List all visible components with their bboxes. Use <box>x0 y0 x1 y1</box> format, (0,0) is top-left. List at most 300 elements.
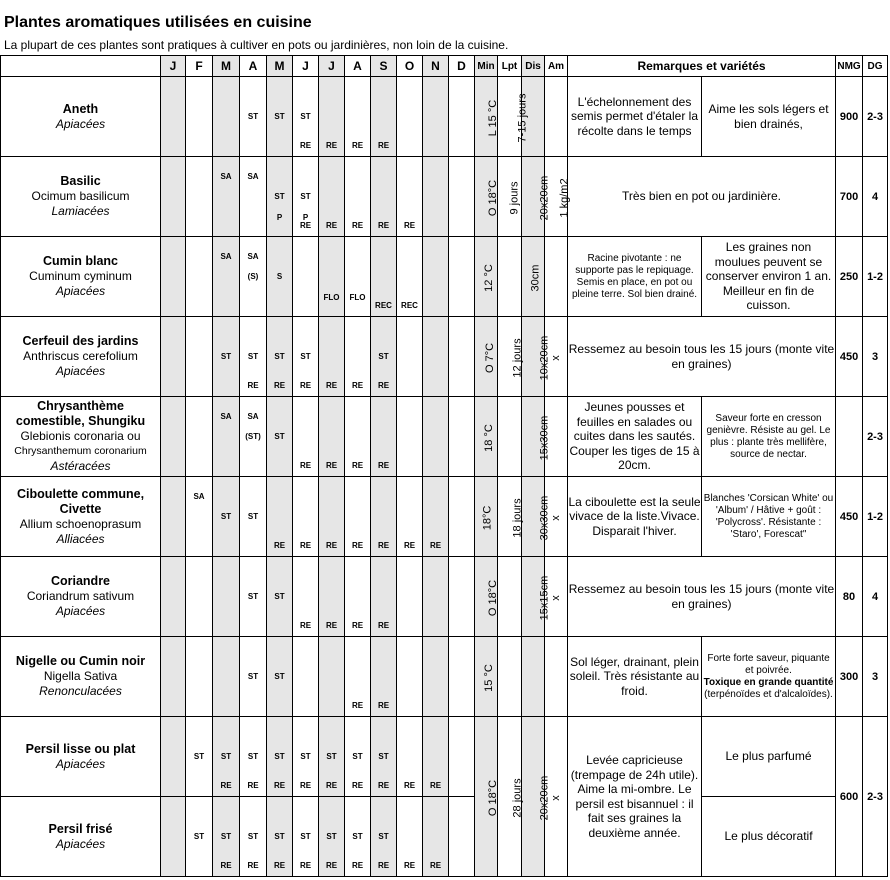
month-activity: RE <box>377 381 390 390</box>
month-cell-content <box>371 477 396 556</box>
header-lpt: Lpt <box>498 56 522 77</box>
germination-time-cell <box>498 157 522 237</box>
month-activity: ST <box>247 352 259 361</box>
plant-latin-name: Coriandrum sativum <box>26 589 135 603</box>
month-cell <box>293 637 319 717</box>
plant-cell <box>1 157 161 237</box>
month-activity: RE <box>299 381 312 390</box>
header-month-sep: S <box>371 56 397 77</box>
month-cell <box>240 237 267 317</box>
spacing: 10x20cm <box>538 335 551 380</box>
month-cell <box>161 477 186 557</box>
month-cell <box>161 397 186 477</box>
month-cell-content <box>213 797 239 876</box>
month-cell <box>293 557 319 637</box>
variety-cell: Le plus parfumé <box>702 717 836 797</box>
remark-cell: Racine pivotante : ne supporte pas le repiquage. Semis en place, en pot ou pleine terre. Sol bien drainé. <box>568 237 702 317</box>
month-activity: SA <box>220 412 232 421</box>
month-cell-content <box>186 557 212 636</box>
month-cell-content <box>345 477 370 556</box>
month-activity: RE <box>351 781 364 790</box>
month-cell-content <box>186 797 212 876</box>
month-cell <box>449 397 475 477</box>
month-activity: RE <box>429 781 442 790</box>
month-cell-content <box>345 557 370 636</box>
plant-name: Aneth <box>62 101 99 116</box>
month-cell-content <box>449 797 474 876</box>
plant-family: Apiacées <box>55 116 106 131</box>
remark-cell: La ciboulette est la seule vivace de la liste.Vivace. Disparait l'hiver. <box>568 477 702 557</box>
plant-cell <box>1 717 161 797</box>
month-activity: RE <box>351 141 364 150</box>
remark-cell: Sol léger, drainant, plein soleil. Très résistante au froid. <box>568 637 702 717</box>
amendment: 1 kg/m2 <box>558 177 571 218</box>
month-activity: RE <box>299 221 312 230</box>
plant-name: Cumin blanc <box>42 254 118 268</box>
table-body <box>1 77 888 877</box>
month-cell-content <box>371 317 396 396</box>
month-cell-content <box>319 397 344 476</box>
month-activity: ST <box>193 752 205 761</box>
month-cell-content <box>293 557 318 636</box>
nmg-cell: 700 <box>836 157 863 237</box>
month-activity: RE <box>299 461 312 470</box>
month-activity: RE <box>351 461 364 470</box>
month-cell <box>371 717 397 797</box>
month-cell-content <box>293 317 318 396</box>
month-cell-content <box>240 557 266 636</box>
spacing-cell <box>522 717 551 877</box>
month-cell <box>213 317 240 397</box>
table-row <box>1 717 888 797</box>
header-month-jun: J <box>293 56 319 77</box>
month-cell-content <box>240 157 266 236</box>
month-cell <box>186 477 213 557</box>
month-cell-content <box>213 557 239 636</box>
spacing: 20x20cm <box>538 775 551 820</box>
plant-latin-name: Anthriscus cerefolium <box>23 349 138 363</box>
variety-cell: Saveur forte en cresson genièvre. Résiste au gel. Le plus : plante très mellifère, source de nectar. <box>702 397 836 477</box>
min-temp-cell <box>475 237 498 317</box>
spacing: 20x20cm <box>538 175 551 220</box>
month-activity: RE <box>273 381 286 390</box>
variety-cell: Le plus décoratif <box>702 797 836 877</box>
spacing-cell <box>522 637 545 717</box>
month-cell <box>161 237 186 317</box>
spacing-cell <box>522 237 545 317</box>
remark-cell: Jeunes pousses et feuilles en salades ou cuites dans les sautés. Couper les tiges de 15 à 20cm. <box>568 397 702 477</box>
month-cell <box>345 317 371 397</box>
table-row <box>1 77 888 157</box>
month-activity: (S) <box>247 272 259 281</box>
month-activity: ST <box>352 832 363 841</box>
month-activity: RE <box>377 861 390 870</box>
month-cell <box>449 717 475 797</box>
header-month-oct: O <box>397 56 423 77</box>
variety-cell: Aime les sols légers et bien drainés, <box>702 77 836 157</box>
month-cell-content <box>240 477 266 556</box>
month-cell-content <box>161 157 185 236</box>
month-cell <box>371 397 397 477</box>
month-cell-content <box>371 797 396 876</box>
month-activity: RE <box>273 781 286 790</box>
spacing-cell <box>522 557 551 637</box>
header-month-mar: M <box>213 56 240 77</box>
remark-cell: Très bien en pot ou jardinière. <box>568 157 836 237</box>
month-cell <box>371 797 397 877</box>
month-cell <box>449 317 475 397</box>
month-cell-content <box>319 317 344 396</box>
month-activity: ST <box>193 832 205 841</box>
month-cell-content <box>267 637 292 716</box>
header-month-apr: A <box>240 56 267 77</box>
plant-name: Cerfeuil des jardins <box>22 334 139 348</box>
nmg-cell: 300 <box>836 637 863 717</box>
month-activity: RE <box>273 861 286 870</box>
month-cell <box>423 477 449 557</box>
month-cell <box>186 317 213 397</box>
month-activity: RE <box>351 381 364 390</box>
month-cell-content <box>397 797 422 876</box>
month-cell-content <box>397 717 422 796</box>
month-activity: RE <box>351 541 364 550</box>
month-cell-content <box>371 397 396 476</box>
month-cell-content <box>397 317 422 396</box>
month-cell <box>293 237 319 317</box>
plant-cell <box>1 237 161 317</box>
month-cell-content <box>371 77 396 156</box>
month-cell-content <box>293 237 318 316</box>
month-cell <box>397 77 423 157</box>
month-cell <box>449 557 475 637</box>
month-cell <box>319 317 345 397</box>
month-cell <box>293 477 319 557</box>
month-cell <box>293 77 319 157</box>
germination-time: 18 jours <box>511 497 524 538</box>
month-activity: RE <box>299 781 312 790</box>
month-cell-content <box>213 317 239 396</box>
variety-cell: Les graines non moulues peuvent se conserver environ 1 an. Meilleur en fin de cuisson. <box>702 237 836 317</box>
month-cell-content <box>449 557 474 636</box>
month-cell <box>449 77 475 157</box>
plant-name: Basilic <box>60 174 101 188</box>
header-plant <box>1 56 161 77</box>
month-cell-content <box>186 637 212 716</box>
month-cell-content <box>345 637 370 716</box>
month-activity: ST <box>274 752 285 761</box>
month-cell <box>319 637 345 717</box>
spacing-cell <box>522 157 551 237</box>
month-cell-content <box>161 717 185 796</box>
month-cell <box>186 797 213 877</box>
month-cell-content <box>345 157 370 236</box>
month-cell-content <box>371 557 396 636</box>
min-temp: O 7°C <box>484 342 497 373</box>
month-activity: RE <box>351 861 364 870</box>
month-cell-content <box>371 157 396 236</box>
month-activity: SA <box>247 412 259 421</box>
month-activity: ST <box>247 672 259 681</box>
amendment-cell <box>545 77 568 157</box>
month-activity: RE <box>429 861 442 870</box>
header-am: Am <box>545 56 568 77</box>
month-activity: ST <box>220 832 232 841</box>
spacing: 15x15cm <box>538 575 551 620</box>
germination-time: 12 jours <box>511 337 524 378</box>
month-cell-content <box>449 717 474 796</box>
month-activity: REC <box>401 301 418 310</box>
month-cell-content <box>161 477 185 556</box>
month-cell-content <box>240 237 266 316</box>
month-activity: SA <box>220 252 232 261</box>
month-activity: ST <box>378 352 389 361</box>
month-cell <box>371 477 397 557</box>
spacing: 30cm <box>529 264 542 291</box>
month-cell <box>293 797 319 877</box>
month-cell <box>319 157 345 237</box>
month-cell <box>240 797 267 877</box>
month-cell <box>345 237 371 317</box>
month-cell-content <box>293 397 318 476</box>
header-month-jul: J <box>319 56 345 77</box>
dg-cell: 2-3 <box>863 717 888 877</box>
month-cell <box>186 237 213 317</box>
month-activity: RE <box>377 781 390 790</box>
dg-cell: 1-2 <box>863 477 888 557</box>
month-cell-content <box>319 77 344 156</box>
month-activity: ST <box>300 352 311 361</box>
month-cell <box>267 157 293 237</box>
month-cell-content <box>319 717 344 796</box>
header-dis: Dis <box>522 56 545 77</box>
month-cell <box>267 397 293 477</box>
plant-cell <box>1 317 161 397</box>
month-cell-content <box>161 317 185 396</box>
plant-cell <box>1 77 161 157</box>
month-cell-content <box>267 477 292 556</box>
month-cell-content <box>240 317 266 396</box>
month-cell <box>186 157 213 237</box>
month-cell-content <box>423 477 448 556</box>
month-activity: P <box>276 213 283 222</box>
amendment-cell <box>545 237 568 317</box>
month-cell <box>423 157 449 237</box>
month-activity: RE <box>377 141 390 150</box>
variety-cell <box>702 637 836 717</box>
month-activity: ST <box>326 832 337 841</box>
month-cell-content <box>267 717 292 796</box>
month-activity: ST <box>247 112 259 121</box>
month-cell <box>319 77 345 157</box>
month-cell <box>293 157 319 237</box>
month-cell-content <box>423 237 448 316</box>
month-cell-content <box>293 797 318 876</box>
month-cell <box>319 397 345 477</box>
month-cell-content <box>213 237 239 316</box>
month-cell-content <box>319 477 344 556</box>
month-activity: RE <box>220 861 232 870</box>
table-row <box>1 317 888 397</box>
month-cell <box>371 637 397 717</box>
nmg-cell: 450 <box>836 317 863 397</box>
month-activity: RE <box>377 541 390 550</box>
month-cell <box>240 557 267 637</box>
month-activity: RE <box>299 141 312 150</box>
month-cell <box>345 797 371 877</box>
plant-family: Alliacées <box>56 531 105 546</box>
month-cell-content <box>345 717 370 796</box>
min-temp: L 15 °C <box>487 99 500 136</box>
germination-time-cell <box>498 477 522 557</box>
month-cell <box>240 157 267 237</box>
month-cell <box>267 797 293 877</box>
month-cell <box>345 77 371 157</box>
germination-time-cell <box>498 317 522 397</box>
month-cell <box>449 797 475 877</box>
month-cell <box>267 317 293 397</box>
month-cell <box>293 717 319 797</box>
month-cell-content <box>423 717 448 796</box>
month-cell <box>449 477 475 557</box>
month-activity: RE <box>247 781 259 790</box>
month-activity: ST <box>220 352 232 361</box>
month-cell <box>397 317 423 397</box>
min-temp: O 18°C <box>487 779 500 816</box>
month-activity: RE <box>429 541 442 550</box>
month-activity: RE <box>351 621 364 630</box>
month-activity: RE <box>325 781 338 790</box>
table-row <box>1 637 888 717</box>
month-activity: (ST) <box>245 432 261 441</box>
month-cell-content <box>240 637 266 716</box>
month-activity: RE <box>377 461 390 470</box>
month-activity: RE <box>351 701 364 710</box>
month-cell-content <box>161 637 185 716</box>
dg-cell: 2-3 <box>863 397 888 477</box>
remark-cell: Ressemez au besoin tous les 15 jours (monte vite en graines) <box>568 557 836 637</box>
month-cell-content <box>397 77 422 156</box>
month-cell <box>161 557 186 637</box>
dg-cell: 4 <box>863 157 888 237</box>
month-activity: RE <box>220 781 232 790</box>
plant-name: Chrysanthème comestible, Shungiku <box>15 399 146 428</box>
plant-family: Apiacées <box>55 756 106 771</box>
month-activity: ST <box>274 112 285 121</box>
month-activity: ST <box>247 752 259 761</box>
month-cell <box>186 77 213 157</box>
month-cell-content <box>267 557 292 636</box>
month-activity: ST <box>247 512 259 521</box>
min-temp: 18 °C <box>482 423 495 452</box>
month-cell <box>319 237 345 317</box>
table-row <box>1 477 888 557</box>
month-cell <box>345 557 371 637</box>
month-cell <box>319 477 345 557</box>
month-cell <box>213 797 240 877</box>
month-activity: P <box>302 213 309 222</box>
min-temp: 15 °C <box>482 663 495 692</box>
header-dg: DG <box>863 56 888 77</box>
month-activity: ST <box>247 832 259 841</box>
month-cell-content <box>186 237 212 316</box>
month-cell-content <box>397 237 422 316</box>
amendment: x <box>550 594 562 601</box>
month-cell-content <box>397 557 422 636</box>
nmg-cell: 250 <box>836 237 863 317</box>
month-cell <box>240 317 267 397</box>
month-cell <box>371 237 397 317</box>
month-cell <box>186 397 213 477</box>
month-activity: RE <box>325 461 338 470</box>
spacing-cell <box>522 317 551 397</box>
amendment: x <box>550 794 562 801</box>
month-activity: ST <box>300 112 311 121</box>
month-activity: ST <box>300 192 311 201</box>
header-row <box>1 56 888 77</box>
plant-family: Apiacées <box>55 604 106 618</box>
month-cell-content <box>319 557 344 636</box>
germination-time: 28 jours <box>511 777 524 818</box>
month-cell-content <box>397 157 422 236</box>
month-cell-content <box>161 237 185 316</box>
month-cell-content <box>213 157 239 236</box>
month-cell-content <box>213 77 239 156</box>
month-cell-content <box>371 637 396 716</box>
month-cell <box>397 397 423 477</box>
month-activity: FLO <box>349 293 366 302</box>
min-temp-cell <box>475 477 498 557</box>
month-cell-content <box>423 77 448 156</box>
min-temp-cell <box>475 637 498 717</box>
month-cell <box>213 237 240 317</box>
header-month-dec: D <box>449 56 475 77</box>
nmg-cell: 900 <box>836 77 863 157</box>
min-temp-cell <box>475 77 498 157</box>
min-temp: O 18°C <box>487 579 500 616</box>
month-cell-content <box>345 797 370 876</box>
month-activity: RE <box>325 861 338 870</box>
month-cell <box>449 237 475 317</box>
month-cell <box>267 477 293 557</box>
header-month-feb: F <box>186 56 213 77</box>
page-subtitle: La plupart de ces plantes sont pratiques à cultiver en pots ou jardinières, non loin de la cuisine. <box>4 38 509 52</box>
month-cell <box>213 637 240 717</box>
month-cell <box>186 557 213 637</box>
month-cell-content <box>423 397 448 476</box>
min-temp-cell <box>475 157 498 237</box>
plant-name: Ciboulette commune, Civette <box>16 486 145 516</box>
dg-cell: 2-3 <box>863 77 888 157</box>
month-cell-content <box>186 157 212 236</box>
month-cell <box>319 717 345 797</box>
nmg-cell <box>836 397 863 477</box>
month-activity: ST <box>300 752 311 761</box>
plant-name: Nigelle ou Cumin noir <box>15 654 146 668</box>
month-cell-content <box>240 717 266 796</box>
plant-family: Apiacées <box>55 836 106 851</box>
month-cell-content <box>213 717 239 796</box>
month-cell-content <box>186 317 212 396</box>
nmg-cell: 80 <box>836 557 863 637</box>
dg-cell: 3 <box>863 317 888 397</box>
month-cell <box>161 717 186 797</box>
germination-time-cell <box>498 637 522 717</box>
month-activity: RE <box>273 541 286 550</box>
month-cell-content <box>319 637 344 716</box>
month-cell-content <box>213 637 239 716</box>
month-cell <box>397 637 423 717</box>
variety-text: Forte forte saveur, piquante et poivrée. <box>707 652 830 676</box>
